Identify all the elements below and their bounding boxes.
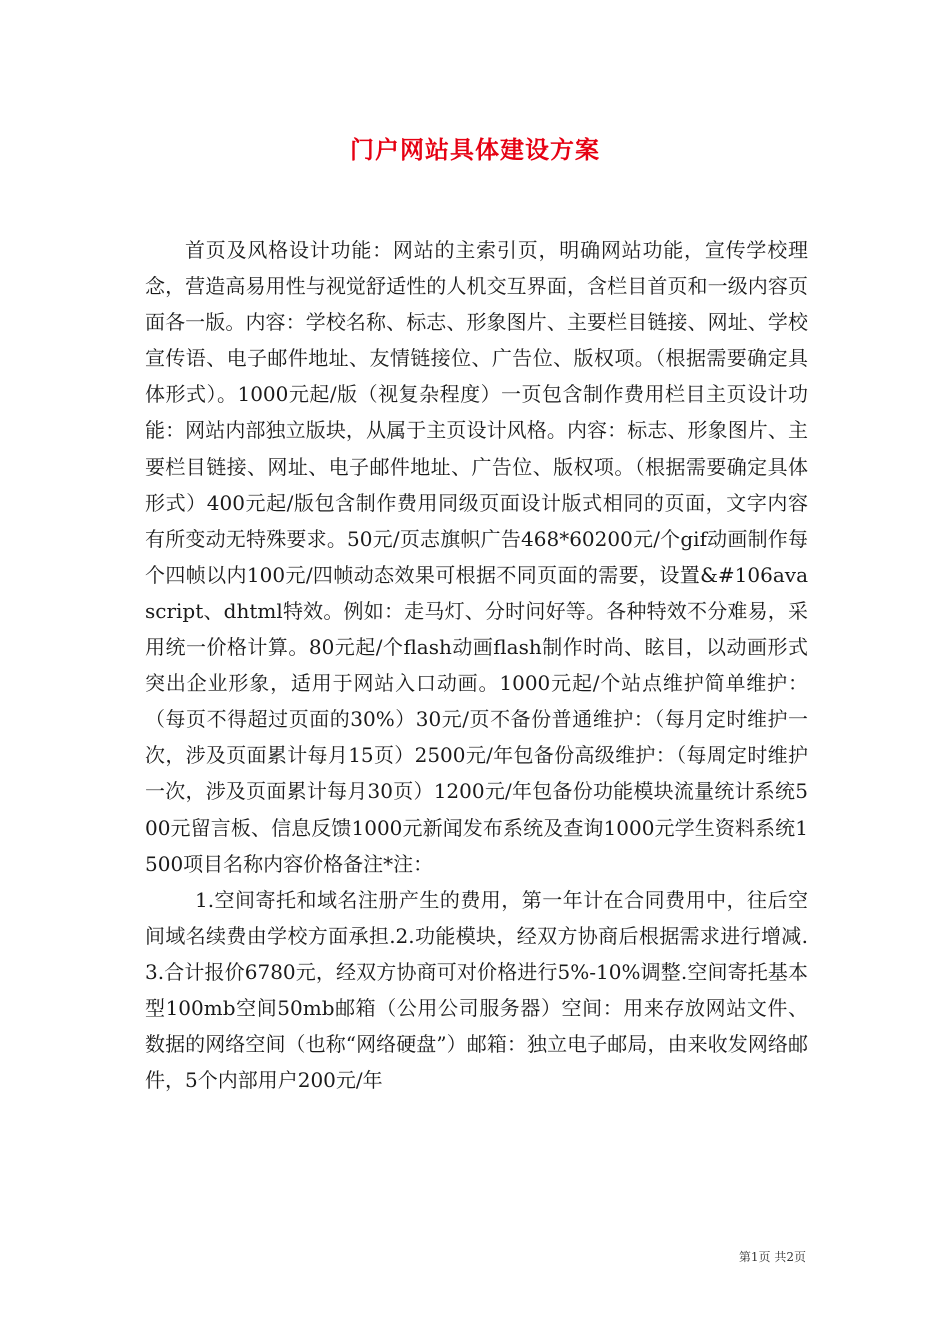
body-paragraph-1: 首页及风格设计功能：网站的主索引页，明确网站功能，宣传学校理念，营造高易用性与视觉舒适性的人机交互界面，含栏目首页和一级内容页面各一版。内容：学校名称、标志、形象图片、主要栏目链接、网址、学校宣传语、电子邮件地址、友情链接位、广告位、版权项。（根据需要确定具体形式）。1000元起/版（视复杂程度）一页包含制作费用栏目主页设计功能：网站内部独立版块，从属于主页设计风格。内容：标志、形象图片、主要栏目链接、网址、电子邮件地址、广告位、版权项。（根据需要确定具体形式）400元起/版包含制作费用同级页面设计版式相同的页面，文字内容有所变动无特殊要求。50元/页志旗帜广告468*60200元/个gif动画制作每个四帧以内100元/四帧动态效果可根据不同页面的需要，设置&#106avascript、dhtml特效。例如：走马灯、分时问好等。各种特效不分难易，采用统一价格计算。80元起/个flash动画flash制作时尚、眩目，以动画形式突出企业形象，适用于网站入口动画。1000元起/个站点维护简单维护：（每页不得超过页面的30%）30元/页不备份普通维护：（每月定时维护一次，涉及页面累计每月15页）2500元/年包备份高级维护：（每周定时维护一次，涉及页面累计每月30页）1200元/年包备份功能模块流量统计系统500元留言板、信息反馈1000元新闻发布系统及查询1000元学生资料系统1500项目名称内容价格备注*注： [145, 238, 808, 876]
document-body [145, 232, 808, 1098]
page-title: 门户网站具体建设方案 [350, 135, 600, 164]
page-number-footer: 第1页 共2页 [738, 1250, 806, 1264]
body-paragraph-2: 1.空间寄托和域名注册产生的费用，第一年计在合同费用中，往后空间域名续费由学校方面承担.2.功能模块，经双方协商后根据需求进行增减.3.合计报价6780元，经双方协商可对价格进行5%-10%调整.空间寄托基本型100mb空间50mb邮箱（公用公司服务器）空间：用来存放网站文件、数据的网络空间（也称“网络硬盘”）邮箱：独立电子邮局，由来收发网络邮件，5个内部用户200元/年 [145, 887, 808, 1093]
